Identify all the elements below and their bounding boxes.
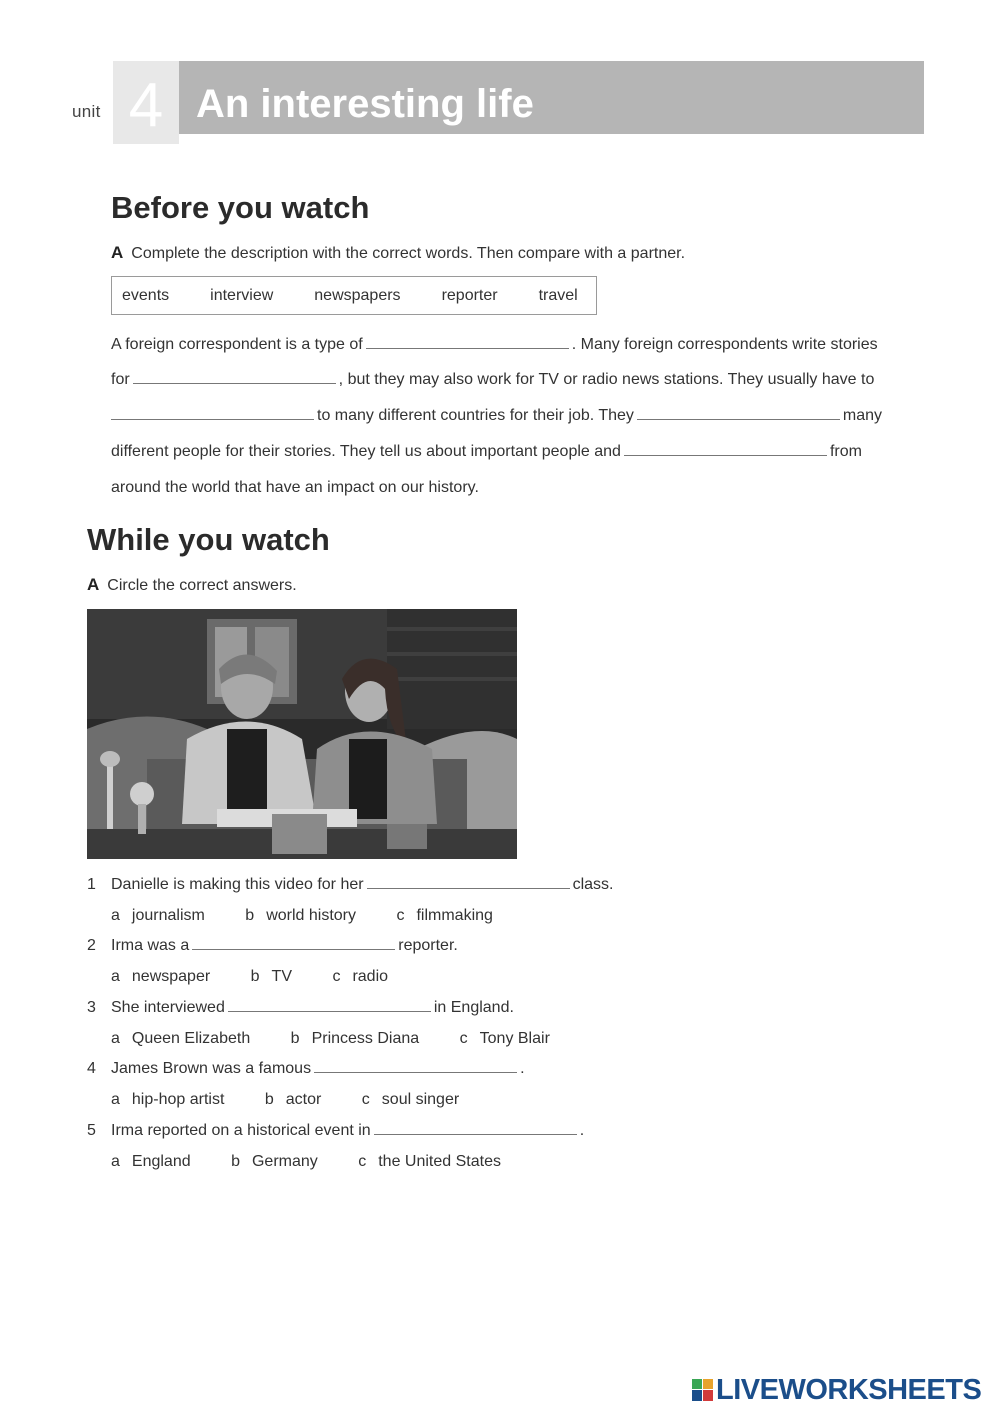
instruction-letter: A <box>87 575 100 594</box>
paragraph-text: around the world that have an impact on our history. <box>111 479 479 496</box>
option-text[interactable]: Germany <box>251 1153 318 1170</box>
question-number: 3 <box>87 999 96 1016</box>
question-2 <box>87 937 458 955</box>
option-letter: c <box>358 1153 367 1170</box>
question-number: 5 <box>87 1122 96 1139</box>
option-text[interactable]: Princess Diana <box>311 1030 420 1047</box>
question-text: Irma reported on a historical event in <box>111 1122 371 1139</box>
answer-blank[interactable] <box>624 443 827 456</box>
question-5 <box>87 1122 584 1140</box>
paragraph-text: for <box>111 371 130 388</box>
word-bank <box>111 276 597 315</box>
unit-label: unit <box>72 102 101 121</box>
question-text: . <box>579 1122 585 1139</box>
options-4 <box>111 1091 495 1109</box>
option-text[interactable]: radio <box>352 968 389 985</box>
paragraph-text: . Many foreign correspondents write stories <box>571 336 878 353</box>
option-letter: b <box>250 968 260 985</box>
option-letter: a <box>111 1091 120 1108</box>
instruction-text: Circle the correct answers. <box>107 577 297 594</box>
option-letter: a <box>111 968 120 985</box>
paragraph-text: many <box>842 407 883 424</box>
paragraph-text: from <box>829 443 862 460</box>
option-text[interactable]: filmmaking <box>416 907 493 924</box>
paragraph-line <box>111 479 479 497</box>
instruction-letter: A <box>111 243 124 262</box>
question-number: 2 <box>87 937 96 954</box>
option-letter: a <box>111 907 120 924</box>
word-bank-item: events <box>122 286 170 304</box>
paragraph-line <box>111 407 882 425</box>
option-letter: b <box>245 907 255 924</box>
word-bank-item: reporter <box>441 286 498 304</box>
while-instruction <box>87 575 297 595</box>
question-3 <box>87 999 514 1017</box>
answer-blank[interactable] <box>314 1060 517 1073</box>
option-letter: b <box>290 1030 300 1047</box>
option-text[interactable]: actor <box>285 1091 322 1108</box>
option-text[interactable]: Tony Blair <box>479 1030 550 1047</box>
option-text[interactable]: England <box>131 1153 191 1170</box>
paragraph-text: , but they may also work for TV or radio news stations. They usually have to <box>338 371 875 388</box>
logo-text: LIVEWORKSHEETS <box>716 1374 982 1406</box>
question-text: James Brown was a famous <box>111 1060 312 1077</box>
before-you-watch-heading: Before you watch <box>111 190 370 225</box>
paragraph-text: to many different countries for their job. They <box>317 407 634 424</box>
paragraph-text: different people for their stories. They tell us about important people and <box>111 443 621 460</box>
unit-number: 4 <box>128 71 164 140</box>
paragraph-line <box>111 336 878 354</box>
option-text[interactable]: TV <box>271 968 292 985</box>
word-bank-item: interview <box>210 286 274 304</box>
question-text: She interviewed <box>111 999 225 1016</box>
option-letter: a <box>111 1153 120 1170</box>
question-number: 4 <box>87 1060 96 1077</box>
question-1 <box>87 876 613 894</box>
page-title: An interesting life <box>196 82 534 126</box>
option-text[interactable]: hip-hop artist <box>131 1091 225 1108</box>
question-text: . <box>520 1060 525 1077</box>
video-still-photo <box>87 609 517 859</box>
answer-blank[interactable] <box>111 407 314 420</box>
question-4 <box>87 1060 525 1078</box>
question-text: class. <box>572 876 614 893</box>
answer-blank[interactable] <box>374 1122 577 1135</box>
word-bank-item: travel <box>538 286 578 304</box>
options-3 <box>111 1030 586 1048</box>
answer-blank[interactable] <box>228 999 431 1012</box>
option-text[interactable]: the United States <box>378 1153 501 1170</box>
answer-blank[interactable] <box>367 876 570 889</box>
options-5 <box>111 1153 537 1171</box>
option-letter: c <box>396 907 405 924</box>
question-number: 1 <box>87 876 96 893</box>
question-text: reporter. <box>398 937 458 954</box>
liveworksheets-logo <box>692 1374 981 1407</box>
question-text: Danielle is making this video for her <box>111 876 364 893</box>
answer-blank[interactable] <box>637 407 840 420</box>
instruction-text: Complete the description with the correct words. Then compare with a partner. <box>131 245 686 262</box>
option-text[interactable]: Queen Elizabeth <box>131 1030 251 1047</box>
options-1 <box>111 907 529 925</box>
option-text[interactable]: journalism <box>131 907 205 924</box>
option-letter: a <box>111 1030 120 1047</box>
question-text: in England. <box>433 999 514 1016</box>
option-text[interactable]: newspaper <box>131 968 211 985</box>
while-you-watch-heading: While you watch <box>87 522 330 557</box>
option-text[interactable]: soul singer <box>381 1091 460 1108</box>
word-bank-item: newspapers <box>314 286 401 304</box>
option-letter: b <box>264 1091 274 1108</box>
paragraph-line <box>111 371 874 389</box>
option-text[interactable]: world history <box>266 907 356 924</box>
answer-blank[interactable] <box>366 336 569 349</box>
logo-mark-icon <box>692 1377 714 1403</box>
option-letter: c <box>459 1030 468 1047</box>
option-letter: c <box>332 968 341 985</box>
paragraph-line <box>111 443 862 461</box>
before-instruction <box>111 243 685 263</box>
option-letter: b <box>231 1153 240 1170</box>
options-2 <box>111 968 424 986</box>
option-letter: c <box>361 1091 370 1108</box>
answer-blank[interactable] <box>133 371 336 384</box>
paragraph-text: A foreign correspondent is a type of <box>111 336 363 353</box>
question-text: Irma was a <box>111 937 190 954</box>
answer-blank[interactable] <box>192 937 395 950</box>
